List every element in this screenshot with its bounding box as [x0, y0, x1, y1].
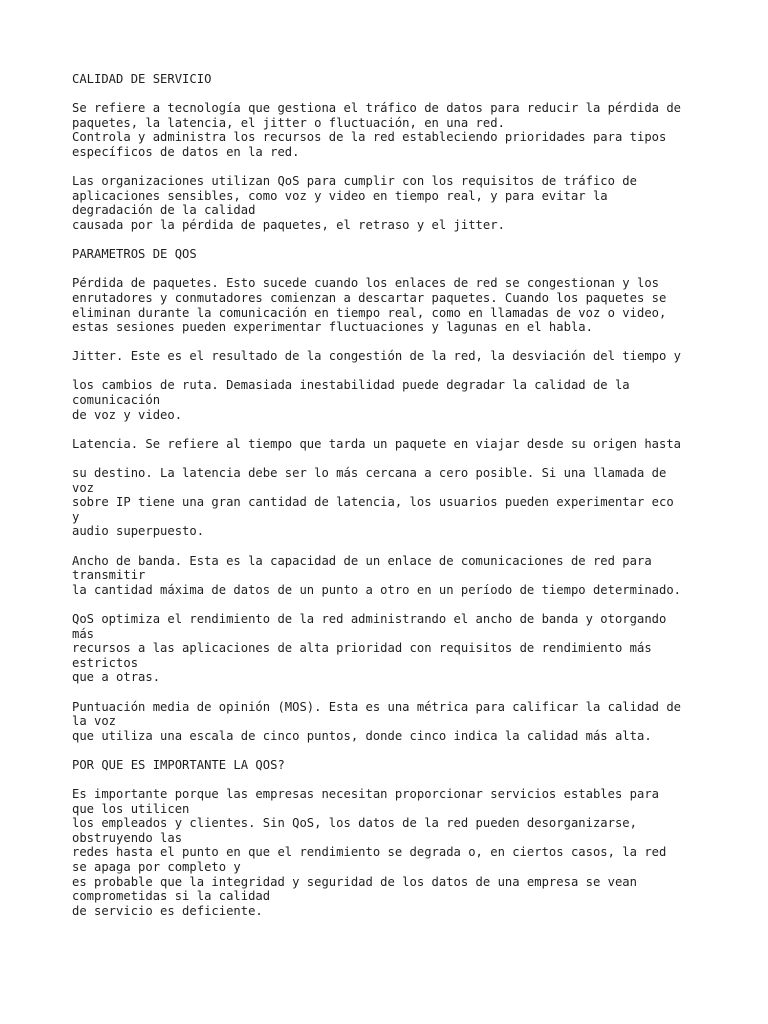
text-line: Controla y administra los recursos de la red estableciendo prioridades para tipos [72, 130, 667, 145]
text-line: la cantidad máxima de datos de un punto a otro en un período de tiempo determinado. [72, 582, 682, 597]
text-line: es probable que la integridad y seguridad de los datos de una empresa se vean [72, 874, 637, 889]
text-line: PARAMETROS DE QOS [72, 247, 197, 262]
text-line: Se refiere a tecnología que gestiona el tráfico de datos para reducir la pérdida de [72, 101, 682, 116]
text-line [72, 539, 712, 554]
text-line: estas sesiones pueden experimentar fluctuaciones y lagunas en el habla. [72, 320, 593, 335]
text-line [72, 597, 712, 612]
text-line: comunicación [72, 393, 161, 408]
text-line: recursos a las aplicaciones de alta prioridad con requisitos de rendimiento más [72, 641, 652, 656]
text-line: eliminan durante la comunicación en tiempo real, como en llamadas de voz o video, [72, 305, 667, 320]
text-line: que utiliza una escala de cinco puntos, donde cinco indica la calidad más alta. [72, 728, 652, 743]
text-line: QoS optimiza el rendimiento de la red administrando el ancho de banda y otorgando [72, 611, 667, 626]
text-line [72, 335, 712, 350]
text-line [72, 451, 712, 466]
text-line: transmitir [72, 568, 146, 583]
text-line: redes hasta el punto en que el rendimiento se degrada o, en ciertos casos, la red [72, 845, 667, 860]
text-line: Pérdida de paquetes. Esto sucede cuando los enlaces de red se congestionan y los [72, 276, 659, 291]
text-line: específicos de datos en la red. [72, 144, 300, 159]
text-line: Jitter. Este es el resultado de la congestión de la red, la desviación del tiempo y [72, 349, 682, 364]
text-line [72, 743, 712, 758]
text-line: comprometidas si la calidad [72, 889, 271, 904]
text-line: que a otras. [72, 670, 161, 685]
text-line: y [72, 509, 80, 524]
text-line [72, 685, 712, 700]
text-line: Ancho de banda. Esta es la capacidad de un enlace de comunicaciones de red para [72, 553, 652, 568]
text-line: aplicaciones sensibles, como voz y video en tiempo real, y para evitar la [72, 188, 608, 203]
text-line: su destino. La latencia debe ser lo más cercana a cero posible. Si una llamada de [72, 466, 667, 481]
text-line [72, 160, 712, 175]
text-line: audio superpuesto. [72, 524, 205, 539]
text-line: Las organizaciones utilizan QoS para cumplir con los requisitos de tráfico de [72, 174, 637, 189]
text-line: de servicio es deficiente. [72, 903, 263, 918]
text-line: de voz y video. [72, 407, 183, 422]
text-line: POR QUE ES IMPORTANTE LA QOS? [72, 757, 285, 772]
text-line: degradación de la calidad [72, 203, 256, 218]
text-line: la voz [72, 714, 117, 729]
text-line: obstruyendo las [72, 830, 183, 845]
text-line: sobre IP tiene una gran cantidad de latencia, los usuarios pueden experimentar eco [72, 495, 674, 510]
text-line: los cambios de ruta. Demasiada inestabilidad puede degradar la calidad de la [72, 378, 630, 393]
text-line: que los utilicen [72, 801, 190, 816]
text-line [72, 422, 712, 437]
document-text [72, 72, 712, 918]
text-line: estrictos [72, 655, 139, 670]
text-line: Latencia. Se refiere al tiempo que tarda un paquete en viajar desde su origen hasta [72, 436, 682, 451]
text-line [72, 773, 712, 788]
text-line: los empleados y clientes. Sin QoS, los datos de la red pueden desorganizarse, [72, 816, 637, 831]
text-line: voz [72, 480, 95, 495]
text-line [72, 87, 712, 102]
text-line: CALIDAD DE SERVICIO [72, 72, 212, 86]
text-line: paquetes, la latencia, el jitter o fluctuación, en una red. [72, 115, 505, 130]
text-line [72, 262, 712, 277]
text-line: Puntuación media de opinión (MOS). Esta es una métrica para calificar la calidad de [72, 699, 682, 714]
text-line: más [72, 626, 95, 641]
text-line [72, 233, 712, 248]
text-line: Es importante porque las empresas necesitan proporcionar servicios estables para [72, 787, 659, 802]
text-line: enrutadores y conmutadores comienzan a descartar paquetes. Cuando los paquetes se [72, 290, 667, 305]
text-line: causada por la pérdida de paquetes, el retraso y el jitter. [72, 217, 505, 232]
text-line [72, 364, 712, 379]
text-line: se apaga por completo y [72, 860, 241, 875]
